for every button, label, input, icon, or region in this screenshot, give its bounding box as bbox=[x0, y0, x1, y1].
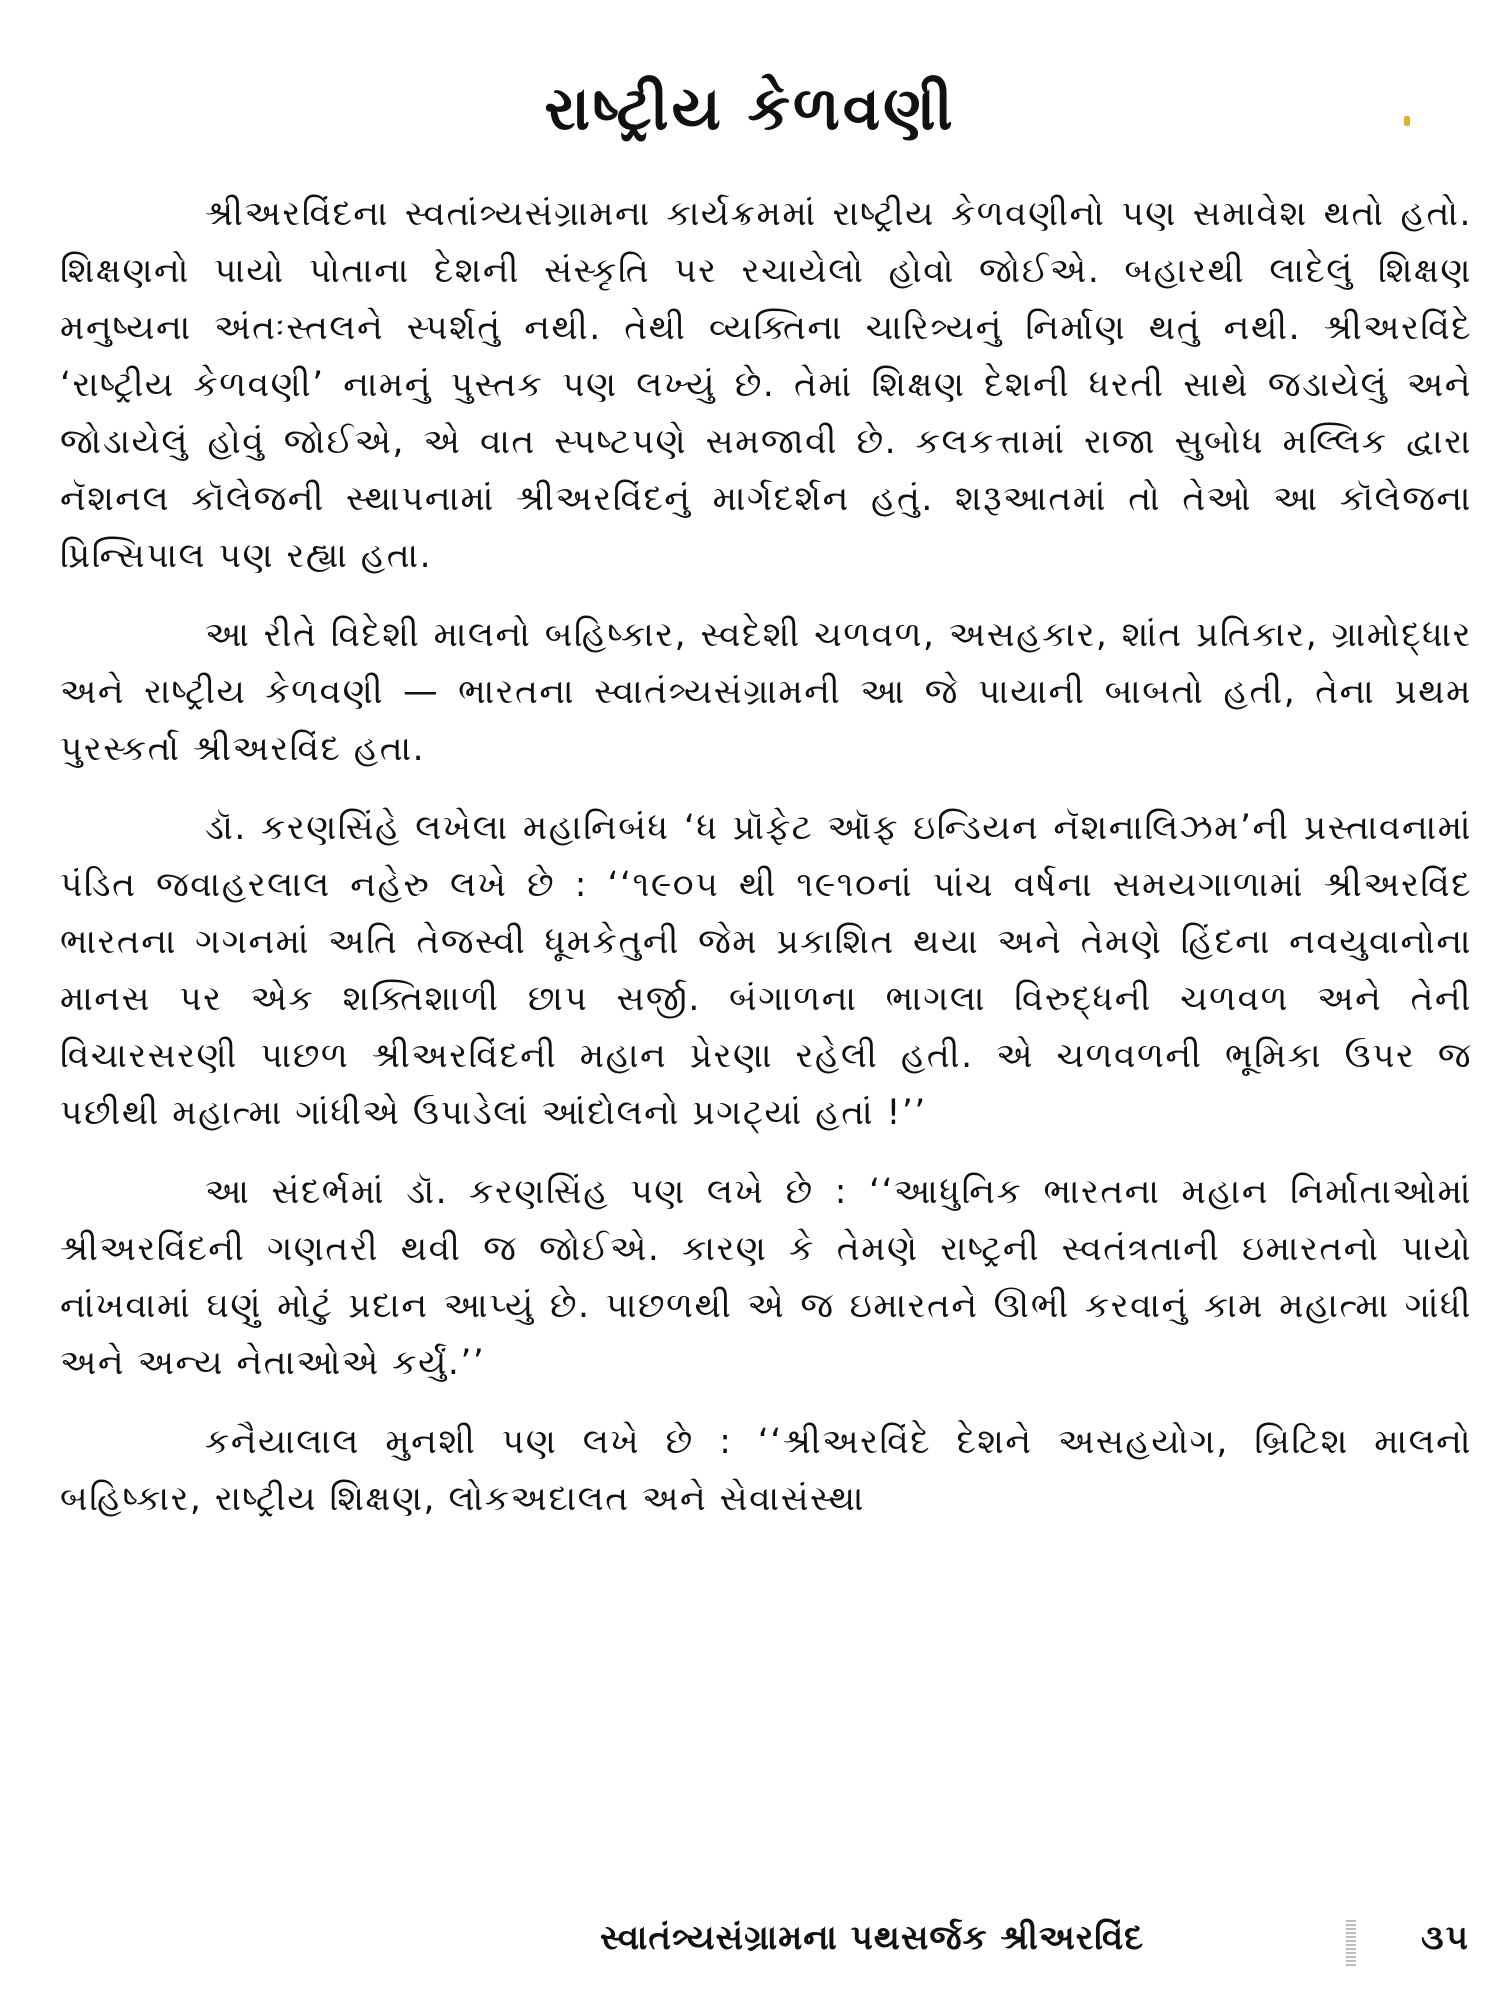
paragraph-3: ડૉ. કરણસિંહે લખેલા મહાનિબંધ ‘ધ પ્રૉફેટ ઑફ ઇન્ડિયન નૅશનાલિઝમ’ની પ્રસ્તાવનામાં પંડિત જવાહરલાલ નહેરુ લખે છે : ‘‘૧૯૦૫ થી ૧૯૧૦નાં પાંચ વર્ષના સમયગાળામાં શ્રીઅરવિંદ ભારતના ગગનમાં અતિ તેજસ્વી ધૂમકેતુની જેમ પ્રકાશિત થયા અને તેમણે હિંદના નવયુવાનોના માનસ પર એક શક્તિશાળી છાપ સર્જી. બંગાળના ભાગલા વિરુદ્ધની ચળવળ અને તેની વિચારસરણી પાછળ શ્રીઅરવિંદની મહાન પ્રેરણા રહેલી હતી. એ ચળવળની ભૂમિકા ઉપર જ પછીથી મહાત્મા ગાંધીએ ઉપાડેલાં આંદોલનો પ્રગટ્યાં હતાં !’’ bbox=[60, 808, 1472, 1133]
page-number: ૩૫ bbox=[1421, 1918, 1470, 1958]
ink-speck bbox=[1404, 116, 1410, 126]
page-footer bbox=[600, 1918, 1470, 1968]
footer-book-title: સ્વાતંત્ર્યસંગ્રામના પથસર્જક શ્રીઅરવિંદ bbox=[600, 1918, 1145, 1958]
body-text bbox=[60, 186, 1472, 1550]
paragraph-4: આ સંદર્ભમાં ડૉ. કરણસિંહ પણ લખે છે : ‘‘આધુનિક ભારતના મહાન નિર્માતાઓમાં શ્રીઅરવિંદની ગણતરી થવી જ જોઈએ. કારણ કે તેમણે રાષ્ટ્રની સ્વતંત્રતાની ઇમારતનો પાયો નાંખવામાં ઘણું મોટું પ્રદાન આપ્યું છે. પાછળથી એ જ ઇમારતને ઊભી કરવાનું કામ મહાત્મા ગાંધી અને અન્ય નેતાઓએ કર્યું.’’ bbox=[60, 1172, 1472, 1383]
paragraph-1: શ્રીઅરવિંદના સ્વતાંત્ર્યસંગ્રામના કાર્યક્રમમાં રાષ્ટ્રીય કેળવણીનો પણ સમાવેશ થતો હતો. શિક્ષણનો પાયો પોતાના દેશની સંસ્કૃતિ પર રચાયેલો હોવો જોઈએ. બહારથી લાદેલું શિક્ષણ મનુષ્યના અંતઃસ્તલને સ્પર્શતું નથી. તેથી વ્યક્તિના ચારિત્ર્યનું નિર્માણ થતું નથી. શ્રીઅરવિંદે ‘રાષ્ટ્રીય કેળવણી’ નામનું પુસ્તક પણ લખ્યું છે. તેમાં શિક્ષણ દેશની ધરતી સાથે જડાયેલું અને જોડાયેલું હોવું જોઈએ, એ વાત સ્પષ્ટપણે સમજાવી છે. કલકત્તામાં રાજા સુબોધ મલ્લિક દ્વારા નૅશનલ કૉલેજની સ્થાપનામાં શ્રીઅરવિંદનું માર્ગદર્શન હતું. શરૂઆતમાં તો તેઓ આ કૉલેજના પ્રિન્સિપાલ પણ રહ્યા હતા. bbox=[60, 194, 1472, 576]
page-title: રાષ્ટ્રીય કેળવણી bbox=[544, 74, 956, 144]
paragraph-2: આ રીતે વિદેશી માલનો બહિષ્કાર, સ્વદેશી ચળવળ, અસહકાર, શાંત પ્રતિકાર, ગ્રામોદ્ધાર અને રાષ્ટ્રીય કેળવણી — ભારતના સ્વાતંત્ર્યસંગ્રામની આ જે પાયાની બાબતો હતી, તેના પ્રથમ પુરસ્કર્તા શ્રીઅરવિંદ હતા. bbox=[60, 615, 1472, 769]
paragraph-5: કનૈયાલાલ મુનશી પણ લખે છે : ‘‘શ્રીઅરવિંદે દેશને અસહયોગ, બ્રિટિશ માલનો બહિષ્કાર, રાષ્ટ્રીય શિક્ષણ, લોકઅદાલત અને સેવાસંસ્થા bbox=[60, 1422, 1472, 1519]
footer-divider bbox=[1346, 1920, 1356, 1968]
